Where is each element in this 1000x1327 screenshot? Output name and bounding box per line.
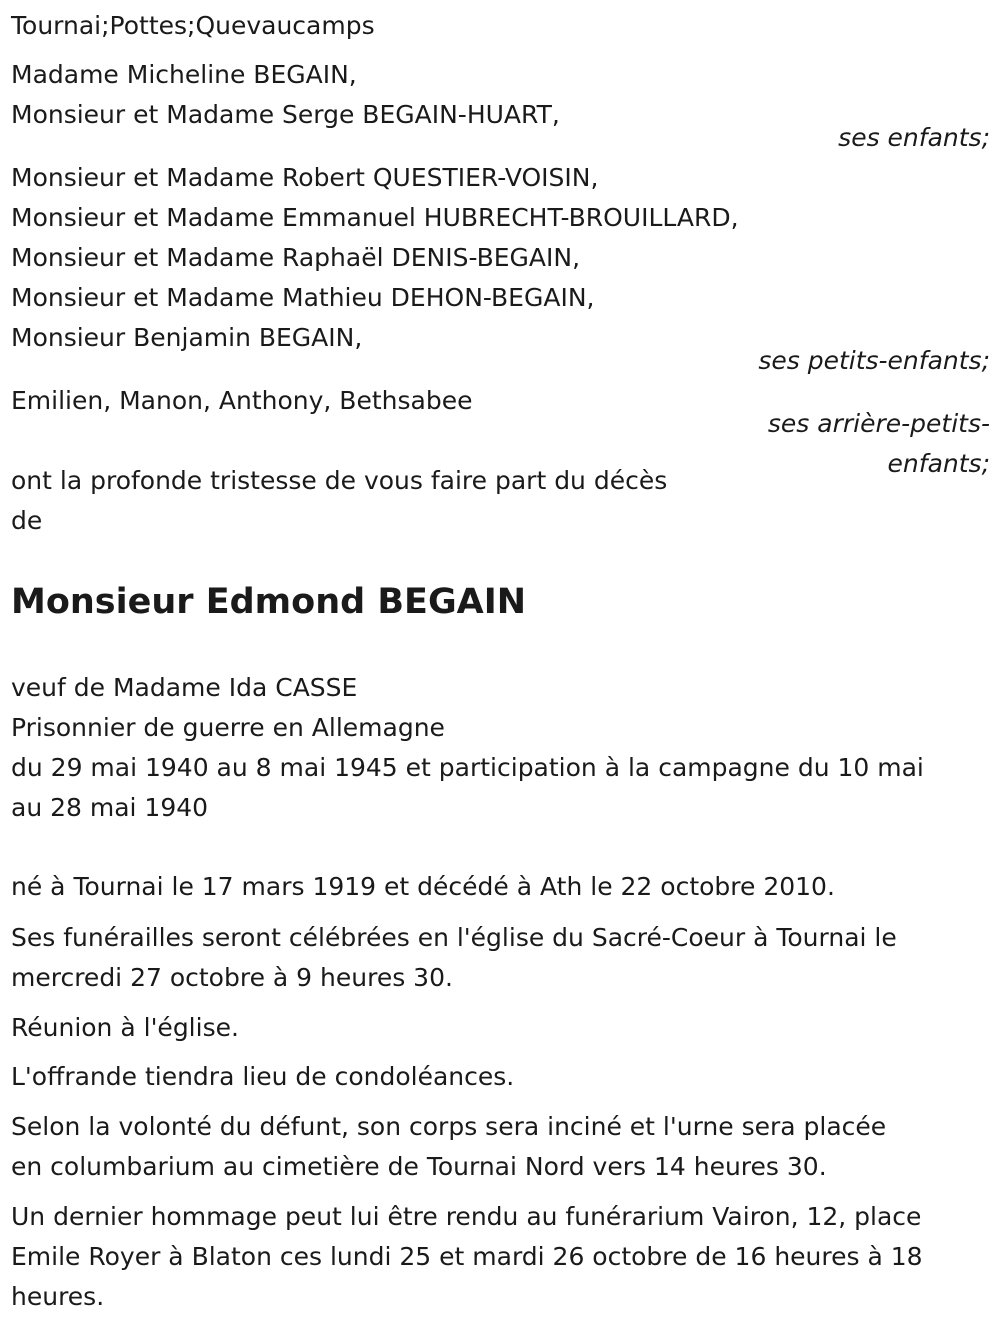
locations-header: Tournai;Pottes;Quevaucamps (11, 11, 375, 40)
deceased-detail: Prisonnier de guerre en Allemagne (11, 713, 445, 742)
announcement-line: de (11, 506, 43, 535)
offering-info: L'offrande tiendra lieu de condoléances. (11, 1062, 515, 1091)
grandchild-name: Monsieur et Madame Raphaël DENIS-BEGAIN, (11, 243, 581, 272)
birth-death-info: né à Tournai le 17 mars 1919 et décédé à Ath le 22 octobre 2010. (11, 872, 835, 901)
great-grandchildren-relation-label-line1: ses arrière-petits- (767, 409, 990, 438)
cremation-info: Selon la volonté du défunt, son corps sera inciné et l'urne sera placée (11, 1112, 887, 1141)
homage-info: Un dernier hommage peut lui être rendu au funérarium Vairon, 12, place (11, 1202, 922, 1231)
grandchild-name: Monsieur Benjamin BEGAIN, (11, 323, 363, 352)
homage-info: Emile Royer à Blaton ces lundi 25 et mardi 26 octobre de 16 heures à 18 (11, 1242, 923, 1271)
grandchild-name: Monsieur et Madame Robert QUESTIER-VOISIN, (11, 163, 599, 192)
meeting-info: Réunion à l'église. (11, 1013, 239, 1042)
homage-info: heures. (11, 1282, 105, 1311)
children-relation-label: ses enfants; (838, 123, 990, 152)
deceased-name: Monsieur Edmond BEGAIN (11, 582, 527, 622)
grandchild-name: Monsieur et Madame Mathieu DEHON-BEGAIN, (11, 283, 595, 312)
great-grandchildren-relation-label-line2: enfants; (887, 449, 990, 478)
grandchildren-relation-label: ses petits-enfants; (758, 346, 990, 375)
cremation-info: en columbarium au cimetière de Tournai Nord vers 14 heures 30. (11, 1152, 827, 1181)
great-grandchildren-names: Emilien, Manon, Anthony, Bethsabee (11, 386, 473, 415)
grandchild-name: Monsieur et Madame Emmanuel HUBRECHT-BROUILLARD, (11, 203, 739, 232)
child-name: Monsieur et Madame Serge BEGAIN-HUART, (11, 100, 560, 129)
announcement-line: ont la profonde tristesse de vous faire part du décès (11, 466, 668, 495)
ceremony-info: mercredi 27 octobre à 9 heures 30. (11, 963, 453, 992)
deceased-detail: au 28 mai 1940 (11, 793, 209, 822)
child-name: Madame Micheline BEGAIN, (11, 60, 357, 89)
deceased-detail: du 29 mai 1940 au 8 mai 1945 et participation à la campagne du 10 mai (11, 753, 924, 782)
deceased-detail: veuf de Madame Ida CASSE (11, 673, 358, 702)
ceremony-info: Ses funérailles seront célébrées en l'église du Sacré-Coeur à Tournai le (11, 923, 897, 952)
